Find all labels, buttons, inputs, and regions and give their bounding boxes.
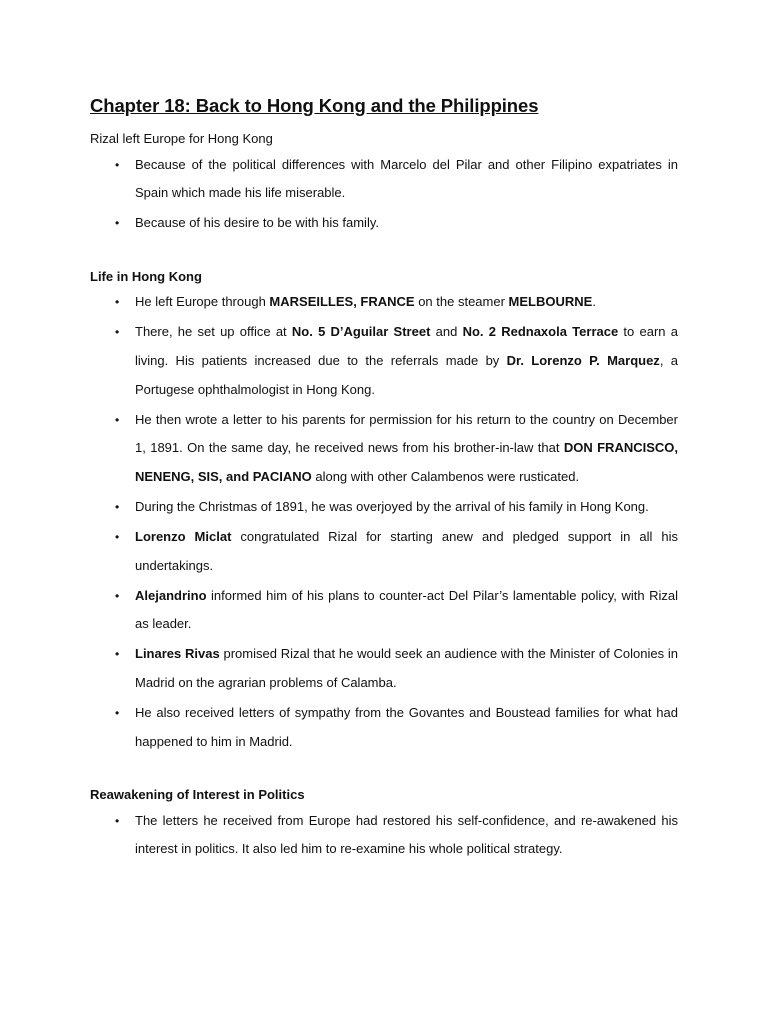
section-heading-life-in-hong-kong: Life in Hong Kong — [90, 268, 202, 284]
bullet-item — [90, 699, 678, 756]
text-run: promised Rizal that he would seek an audience with the Minister of Colonies in Madrid on the agrarian problems of Calamba. — [135, 646, 679, 690]
intro-bullet-list — [90, 151, 678, 238]
bullet-item — [90, 493, 678, 522]
section-heading-reawakening: Reawakening of Interest in Politics — [90, 787, 305, 803]
bullet-item — [90, 318, 678, 404]
life-in-hong-kong-bullet-list — [90, 288, 678, 756]
bullet-icon: • — [115, 295, 120, 310]
bullet-item — [90, 151, 678, 208]
text-run: informed him of his plans to counter-act Del Pilar’s lamentable policy, with Rizal as leader. — [135, 587, 678, 632]
text-run: , a Portugese ophthalmologist in Hong Kong. — [135, 352, 678, 397]
text-run: on the steamer — [414, 294, 509, 310]
bold-text-run: Alejandrino — [135, 587, 207, 603]
text-run: and — [430, 324, 463, 340]
bullet-icon: • — [115, 813, 120, 828]
chapter-title: Chapter 18: Back to Hong Kong and the Philippines — [90, 95, 539, 116]
bullet-icon: • — [115, 706, 120, 721]
bullet-icon: • — [115, 157, 120, 172]
bold-text-run: No. 2 Rednaxola Terrace — [462, 324, 619, 340]
text-run: The letters he received from Europe had restored his self-confidence, and re-awakened his interest in politics. It also led him to re-examine his whole political strategy. — [135, 812, 678, 857]
bullet-icon: • — [115, 216, 120, 231]
text-run: to earn a living. His patients increased due to the referrals made by — [135, 324, 678, 368]
bullet-icon: • — [115, 325, 120, 340]
bold-text-run: No. 5 D’Aguilar Street — [291, 324, 431, 340]
bullet-item — [90, 640, 678, 697]
bullet-icon: • — [115, 412, 120, 427]
intro-text: Rizal left Europe for Hong Kong — [90, 131, 273, 146]
reawakening-bullet-list — [90, 807, 678, 864]
bullet-item — [90, 807, 678, 864]
text-run: There, he set up office at — [135, 324, 292, 340]
text-run: . — [592, 294, 596, 310]
text-run: During the Christmas of 1891, he was overjoyed by the arrival of his family in Hong Kong. — [135, 498, 649, 514]
text-run: Because of his desire to be with his family. — [135, 215, 379, 231]
text-run: He left Europe through — [135, 294, 270, 310]
bullet-item — [90, 288, 678, 317]
text-run: He then wrote a letter to his parents for permission for his return to the country on December 1, 1891. On the same day, he received news from his brother-in-law that — [135, 411, 678, 456]
bold-text-run: DON FRANCISCO, NENENG, SIS, and PACIANO — [135, 440, 678, 484]
text-run: Because of the political differences with Marcelo del Pilar and other Filipino expatriates in Spain which made his life miserable. — [135, 156, 678, 201]
bullet-item — [90, 406, 678, 492]
bold-text-run: Lorenzo Miclat — [135, 529, 232, 545]
bullet-item — [90, 209, 678, 238]
bold-text-run: MARSEILLES, FRANCE — [269, 294, 415, 310]
document-page — [90, 94, 678, 864]
bullet-icon: • — [115, 647, 120, 662]
bullet-icon: • — [115, 499, 120, 514]
bullet-item — [90, 582, 678, 639]
bold-text-run: Linares Rivas — [135, 646, 220, 662]
bold-text-run: MELBOURNE — [508, 294, 593, 310]
text-run: He also received letters of sympathy from the Govantes and Boustead families for what had happened to him in Madrid. — [135, 705, 678, 749]
bullet-icon: • — [115, 530, 120, 545]
text-run: along with other Calambenos were rusticated. — [311, 468, 580, 484]
bold-text-run: Dr. Lorenzo P. Marquez — [506, 352, 660, 368]
bullet-item — [90, 523, 678, 580]
text-run: congratulated Rizal for starting anew and pledged support in all his undertakings. — [135, 529, 678, 573]
bullet-icon: • — [115, 588, 120, 603]
